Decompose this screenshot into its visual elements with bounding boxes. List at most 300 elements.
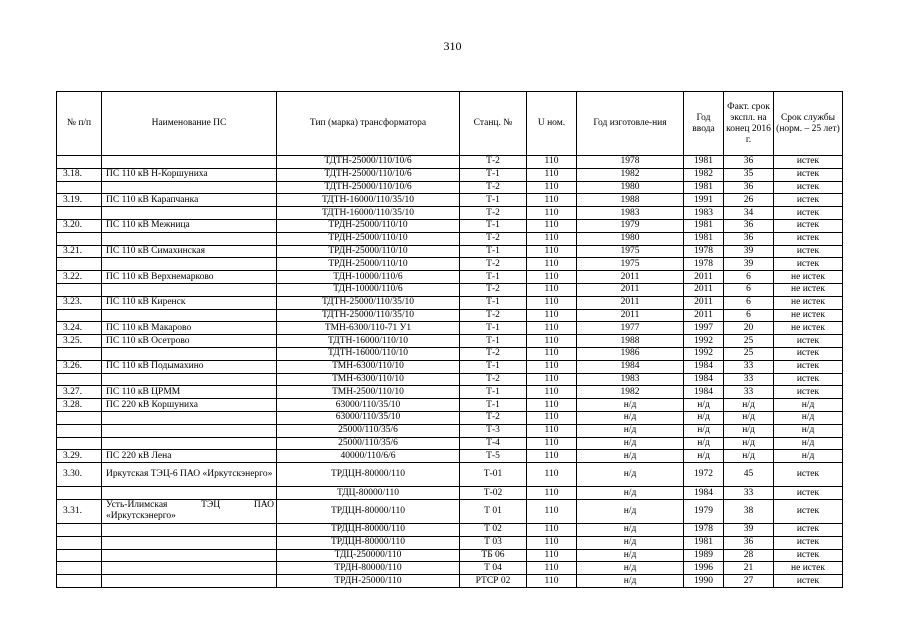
cell-u-nom: 110 <box>527 373 577 386</box>
cell-num: 3.26. <box>57 360 102 373</box>
table-row <box>57 536 843 549</box>
cell-service-life: не истек <box>774 271 843 284</box>
cell-year-in: 1981 <box>684 219 724 232</box>
cell-year-in: 2011 <box>684 271 724 284</box>
cell-num: 3.29. <box>57 450 102 463</box>
cell-service-life: истек <box>774 549 843 562</box>
cell-year-made: 1984 <box>577 360 684 373</box>
cell-year-made: 1977 <box>577 322 684 335</box>
cell-year-made: н/д <box>577 575 684 588</box>
table-row <box>57 424 843 437</box>
table-row <box>57 523 843 536</box>
cell-type: ТРДЦН-80000/110 <box>277 536 460 549</box>
cell-num <box>57 487 102 500</box>
cell-type: 63000/110/35/10 <box>277 399 460 412</box>
cell-fact-term: 36 <box>724 536 774 549</box>
cell-fact-term: 38 <box>724 499 774 523</box>
cell-name: ПС 110 кВ Киренск <box>102 296 277 309</box>
cell-year-made: 1980 <box>577 181 684 194</box>
cell-year-made: 2011 <box>577 271 684 284</box>
table-row <box>57 181 843 194</box>
cell-u-nom: 110 <box>527 463 577 487</box>
cell-fact-term: 6 <box>724 271 774 284</box>
cell-num <box>57 562 102 575</box>
cell-station-no: Т-1 <box>460 245 527 258</box>
cell-name <box>102 536 277 549</box>
table-row <box>57 194 843 207</box>
table-row <box>57 296 843 309</box>
cell-num <box>57 156 102 169</box>
cell-station-no: Т-1 <box>460 335 527 348</box>
cell-year-made: 1975 <box>577 245 684 258</box>
cell-u-nom: 110 <box>527 487 577 500</box>
cell-station-no: Т-4 <box>460 437 527 450</box>
cell-station-no: Т-3 <box>460 424 527 437</box>
cell-year-in: 1997 <box>684 322 724 335</box>
cell-year-in: 1996 <box>684 562 724 575</box>
cell-type: ТДТН-16000/110/10 <box>277 347 460 360</box>
header-fact-term: Факт. срок экспл. на конец 2016 г. <box>724 92 774 156</box>
table-row <box>57 309 843 322</box>
cell-year-in: н/д <box>684 450 724 463</box>
cell-station-no: Т 03 <box>460 536 527 549</box>
cell-fact-term: 6 <box>724 283 774 296</box>
cell-year-made: н/д <box>577 463 684 487</box>
cell-u-nom: 110 <box>527 411 577 424</box>
cell-year-in: 1981 <box>684 232 724 245</box>
cell-service-life: истек <box>774 207 843 220</box>
cell-num <box>57 347 102 360</box>
cell-name: ПС 110 кВ Симахинская <box>102 245 277 258</box>
table-row <box>57 499 843 523</box>
cell-u-nom: 110 <box>527 399 577 412</box>
cell-service-life: не истек <box>774 283 843 296</box>
table-row <box>57 283 843 296</box>
cell-u-nom: 110 <box>527 309 577 322</box>
cell-service-life: истек <box>774 386 843 399</box>
cell-fact-term: 34 <box>724 207 774 220</box>
cell-num <box>57 258 102 271</box>
cell-fact-term: 28 <box>724 549 774 562</box>
table-row <box>57 450 843 463</box>
cell-fact-term: 36 <box>724 219 774 232</box>
cell-name <box>102 575 277 588</box>
cell-year-in: 1978 <box>684 245 724 258</box>
cell-fact-term: н/д <box>724 450 774 463</box>
cell-station-no: Т-2 <box>460 283 527 296</box>
cell-u-nom: 110 <box>527 562 577 575</box>
cell-station-no: Т-1 <box>460 399 527 412</box>
cell-name <box>102 562 277 575</box>
cell-service-life: истек <box>774 523 843 536</box>
cell-u-nom: 110 <box>527 360 577 373</box>
cell-num <box>57 536 102 549</box>
cell-service-life: истек <box>774 347 843 360</box>
cell-year-in: 1992 <box>684 335 724 348</box>
cell-service-life: не истек <box>774 309 843 322</box>
cell-u-nom: 110 <box>527 194 577 207</box>
cell-station-no: Т-2 <box>460 258 527 271</box>
table-row <box>57 168 843 181</box>
cell-name <box>102 373 277 386</box>
cell-year-made: н/д <box>577 437 684 450</box>
cell-year-in: 1982 <box>684 168 724 181</box>
cell-type: ТДТН-25000/110/35/10 <box>277 309 460 322</box>
cell-name: Иркутская ТЭЦ-6 ПАО «Иркутскэнерго» <box>102 463 277 487</box>
cell-fact-term: 6 <box>724 309 774 322</box>
cell-year-in: 2011 <box>684 296 724 309</box>
table-row <box>57 156 843 169</box>
cell-u-nom: 110 <box>527 283 577 296</box>
cell-u-nom: 110 <box>527 450 577 463</box>
cell-type: ТМН-6300/110-71 У1 <box>277 322 460 335</box>
cell-fact-term: 20 <box>724 322 774 335</box>
cell-station-no: Т-2 <box>460 309 527 322</box>
table-row <box>57 207 843 220</box>
cell-year-in: н/д <box>684 424 724 437</box>
cell-type: ТРДН-80000/110 <box>277 562 460 575</box>
cell-fact-term: н/д <box>724 437 774 450</box>
cell-name <box>102 549 277 562</box>
cell-num <box>57 373 102 386</box>
cell-year-made: 2011 <box>577 283 684 296</box>
cell-type: ТДЦ-80000/110 <box>277 487 460 500</box>
cell-fact-term: 45 <box>724 463 774 487</box>
table-row <box>57 411 843 424</box>
cell-num <box>57 283 102 296</box>
table-row <box>57 487 843 500</box>
table-row <box>57 386 843 399</box>
table-header-row <box>57 92 843 156</box>
cell-year-made: 1975 <box>577 258 684 271</box>
cell-num: 3.20. <box>57 219 102 232</box>
cell-type: ТДТН-16000/110/10 <box>277 335 460 348</box>
cell-name: ПС 110 кВ Межница <box>102 219 277 232</box>
table-row <box>57 232 843 245</box>
cell-name <box>102 347 277 360</box>
cell-type: ТРДЦН-80000/110 <box>277 523 460 536</box>
cell-num <box>57 575 102 588</box>
table-row <box>57 575 843 588</box>
cell-fact-term: 27 <box>724 575 774 588</box>
header-name: Наименование ПС <box>102 92 277 156</box>
cell-num <box>57 549 102 562</box>
cell-year-made: н/д <box>577 411 684 424</box>
cell-type: 25000/110/35/6 <box>277 424 460 437</box>
cell-fact-term: н/д <box>724 399 774 412</box>
cell-service-life: истек <box>774 181 843 194</box>
cell-num: 3.21. <box>57 245 102 258</box>
cell-year-in: 1972 <box>684 463 724 487</box>
cell-service-life: истек <box>774 536 843 549</box>
cell-station-no: Т-1 <box>460 168 527 181</box>
cell-num: 3.25. <box>57 335 102 348</box>
cell-num: 3.27. <box>57 386 102 399</box>
cell-year-in: 1978 <box>684 258 724 271</box>
cell-name <box>102 487 277 500</box>
cell-service-life: истек <box>774 232 843 245</box>
cell-service-life: истек <box>774 575 843 588</box>
cell-num: 3.22. <box>57 271 102 284</box>
cell-fact-term: н/д <box>724 424 774 437</box>
table-row <box>57 258 843 271</box>
cell-year-in: 1981 <box>684 181 724 194</box>
cell-name <box>102 437 277 450</box>
cell-service-life: истек <box>774 245 843 258</box>
cell-year-made: 1986 <box>577 347 684 360</box>
cell-fact-term: 36 <box>724 232 774 245</box>
cell-name: ПС 220 кВ Коршуниха <box>102 399 277 412</box>
cell-service-life: н/д <box>774 424 843 437</box>
cell-num: 3.23. <box>57 296 102 309</box>
cell-type: 25000/110/35/6 <box>277 437 460 450</box>
cell-fact-term: 39 <box>724 523 774 536</box>
cell-type: ТМН-6300/110/10 <box>277 360 460 373</box>
cell-name: ПС 220 кВ Лена <box>102 450 277 463</box>
cell-station-no: ТБ 06 <box>460 549 527 562</box>
table-row <box>57 437 843 450</box>
cell-name <box>102 207 277 220</box>
table-row <box>57 399 843 412</box>
cell-u-nom: 110 <box>527 424 577 437</box>
cell-u-nom: 110 <box>527 322 577 335</box>
cell-u-nom: 110 <box>527 181 577 194</box>
table-row <box>57 360 843 373</box>
cell-u-nom: 110 <box>527 156 577 169</box>
cell-year-in: 1992 <box>684 347 724 360</box>
cell-type: ТРДЦН-80000/110 <box>277 499 460 523</box>
cell-service-life: истек <box>774 258 843 271</box>
cell-year-in: 1984 <box>684 487 724 500</box>
cell-station-no: Т-2 <box>460 181 527 194</box>
cell-num <box>57 437 102 450</box>
cell-type: ТМН-6300/110/10 <box>277 373 460 386</box>
cell-year-made: 1982 <box>577 168 684 181</box>
cell-service-life: не истек <box>774 562 843 575</box>
cell-year-made: н/д <box>577 562 684 575</box>
table-row <box>57 245 843 258</box>
cell-num <box>57 181 102 194</box>
cell-fact-term: 33 <box>724 487 774 500</box>
table-row <box>57 373 843 386</box>
cell-year-made: 1988 <box>577 335 684 348</box>
cell-year-made: 1983 <box>577 207 684 220</box>
page-number: 310 <box>443 39 462 53</box>
header-service-life: Срок службы (норм. – 25 лет) <box>774 92 843 156</box>
cell-year-made: 1979 <box>577 219 684 232</box>
cell-year-in: 1990 <box>684 575 724 588</box>
table-row <box>57 463 843 487</box>
cell-u-nom: 110 <box>527 245 577 258</box>
cell-type: ТРДН-25000/110/10 <box>277 245 460 258</box>
cell-year-made: н/д <box>577 523 684 536</box>
cell-u-nom: 110 <box>527 232 577 245</box>
cell-name <box>102 424 277 437</box>
cell-station-no: Т-1 <box>460 322 527 335</box>
cell-u-nom: 110 <box>527 335 577 348</box>
cell-fact-term: 6 <box>724 296 774 309</box>
cell-service-life: истек <box>774 156 843 169</box>
cell-station-no: Т-2 <box>460 347 527 360</box>
header-station-no: Станц. № <box>460 92 527 156</box>
header-type: Тип (марка) трансформатора <box>277 92 460 156</box>
cell-service-life: истек <box>774 499 843 523</box>
cell-year-in: 1979 <box>684 499 724 523</box>
cell-name <box>102 181 277 194</box>
cell-u-nom: 110 <box>527 271 577 284</box>
cell-type: ТРДН-25000/110 <box>277 575 460 588</box>
cell-year-made: н/д <box>577 487 684 500</box>
cell-type: ТДТН-25000/110/10/6 <box>277 168 460 181</box>
cell-year-made: 2011 <box>577 296 684 309</box>
cell-service-life: истек <box>774 373 843 386</box>
cell-name: ПС 110 кВ Осетрово <box>102 335 277 348</box>
header-year-made: Год изготовле-ния <box>577 92 684 156</box>
cell-name <box>102 411 277 424</box>
cell-service-life: не истек <box>774 296 843 309</box>
cell-num <box>57 411 102 424</box>
transformer-table <box>56 91 843 588</box>
cell-fact-term: 35 <box>724 168 774 181</box>
cell-station-no: Т-5 <box>460 450 527 463</box>
cell-year-made: н/д <box>577 549 684 562</box>
cell-year-made: н/д <box>577 499 684 523</box>
cell-station-no: Т-2 <box>460 156 527 169</box>
cell-year-made: 1983 <box>577 373 684 386</box>
cell-num <box>57 207 102 220</box>
cell-num <box>57 309 102 322</box>
cell-station-no: Т-1 <box>460 271 527 284</box>
cell-u-nom: 110 <box>527 575 577 588</box>
cell-year-made: н/д <box>577 536 684 549</box>
cell-station-no: Т 02 <box>460 523 527 536</box>
cell-type: ТДТН-16000/110/35/10 <box>277 194 460 207</box>
cell-name: ПС 110 кВ Верхнемарково <box>102 271 277 284</box>
table-row <box>57 335 843 348</box>
cell-type: ТРДН-25000/110/10 <box>277 258 460 271</box>
cell-type: ТРДЦН-80000/110 <box>277 463 460 487</box>
cell-fact-term: 33 <box>724 386 774 399</box>
cell-u-nom: 110 <box>527 523 577 536</box>
cell-type: ТРДН-25000/110/10 <box>277 219 460 232</box>
cell-fact-term: 39 <box>724 258 774 271</box>
cell-name: Усть-Илимская ТЭЦ ПАО «Иркутскэнерго» <box>102 499 277 523</box>
cell-station-no: Т-1 <box>460 296 527 309</box>
cell-type: ТДН-10000/110/6 <box>277 283 460 296</box>
cell-u-nom: 110 <box>527 168 577 181</box>
cell-num <box>57 232 102 245</box>
cell-fact-term: 21 <box>724 562 774 575</box>
cell-year-in: 1984 <box>684 360 724 373</box>
cell-service-life: н/д <box>774 437 843 450</box>
table-row <box>57 347 843 360</box>
cell-station-no: РТСР 02 <box>460 575 527 588</box>
cell-u-nom: 110 <box>527 386 577 399</box>
cell-year-made: 1978 <box>577 156 684 169</box>
cell-fact-term: 25 <box>724 335 774 348</box>
table-row <box>57 219 843 232</box>
cell-service-life: истек <box>774 463 843 487</box>
cell-fact-term: 36 <box>724 156 774 169</box>
cell-year-in: н/д <box>684 437 724 450</box>
cell-service-life: н/д <box>774 411 843 424</box>
cell-year-made: н/д <box>577 450 684 463</box>
cell-service-life: н/д <box>774 450 843 463</box>
cell-u-nom: 110 <box>527 219 577 232</box>
cell-year-in: 1978 <box>684 523 724 536</box>
cell-service-life: не истек <box>774 322 843 335</box>
cell-year-in: 1981 <box>684 536 724 549</box>
cell-type: ТДТН-25000/110/10/6 <box>277 181 460 194</box>
cell-station-no: Т-1 <box>460 219 527 232</box>
cell-service-life: н/д <box>774 399 843 412</box>
cell-name <box>102 283 277 296</box>
cell-name: ПС 110 кВ Подымахино <box>102 360 277 373</box>
cell-year-in: 2011 <box>684 309 724 322</box>
cell-num: 3.31. <box>57 499 102 523</box>
cell-station-no: Т-01 <box>460 463 527 487</box>
cell-name: ПС 110 кВ Карапчанка <box>102 194 277 207</box>
cell-num: 3.19. <box>57 194 102 207</box>
cell-year-made: 1988 <box>577 194 684 207</box>
cell-year-made: 1982 <box>577 386 684 399</box>
cell-type: ТДТН-16000/110/35/10 <box>277 207 460 220</box>
cell-station-no: Т-2 <box>460 411 527 424</box>
cell-station-no: Т-1 <box>460 194 527 207</box>
cell-u-nom: 110 <box>527 437 577 450</box>
cell-station-no: Т-1 <box>460 386 527 399</box>
cell-service-life: истек <box>774 335 843 348</box>
table-row <box>57 549 843 562</box>
cell-u-nom: 110 <box>527 207 577 220</box>
cell-year-in: 2011 <box>684 283 724 296</box>
cell-year-in: 1984 <box>684 386 724 399</box>
cell-type: ТДТН-25000/110/10/6 <box>277 156 460 169</box>
cell-u-nom: 110 <box>527 258 577 271</box>
table-row <box>57 562 843 575</box>
cell-u-nom: 110 <box>527 347 577 360</box>
cell-year-made: н/д <box>577 424 684 437</box>
cell-fact-term: 36 <box>724 181 774 194</box>
cell-year-in: 1981 <box>684 156 724 169</box>
cell-year-in: 1984 <box>684 373 724 386</box>
cell-service-life: истек <box>774 360 843 373</box>
header-year-in: Год ввода <box>684 92 724 156</box>
cell-station-no: Т-02 <box>460 487 527 500</box>
cell-year-in: н/д <box>684 399 724 412</box>
cell-year-in: 1991 <box>684 194 724 207</box>
cell-num: 3.28. <box>57 399 102 412</box>
cell-year-made: 1980 <box>577 232 684 245</box>
cell-year-made: 2011 <box>577 309 684 322</box>
cell-name <box>102 232 277 245</box>
cell-station-no: Т 04 <box>460 562 527 575</box>
cell-u-nom: 110 <box>527 536 577 549</box>
cell-num <box>57 424 102 437</box>
cell-fact-term: 25 <box>724 347 774 360</box>
cell-year-in: н/д <box>684 411 724 424</box>
cell-service-life: истек <box>774 487 843 500</box>
cell-fact-term: 33 <box>724 373 774 386</box>
cell-name <box>102 309 277 322</box>
cell-fact-term: 33 <box>724 360 774 373</box>
cell-year-made: н/д <box>577 399 684 412</box>
cell-name: ПС 110 кВ ЦРММ <box>102 386 277 399</box>
table-row <box>57 322 843 335</box>
cell-name <box>102 523 277 536</box>
cell-fact-term: 39 <box>724 245 774 258</box>
cell-type: 63000/110/35/10 <box>277 411 460 424</box>
